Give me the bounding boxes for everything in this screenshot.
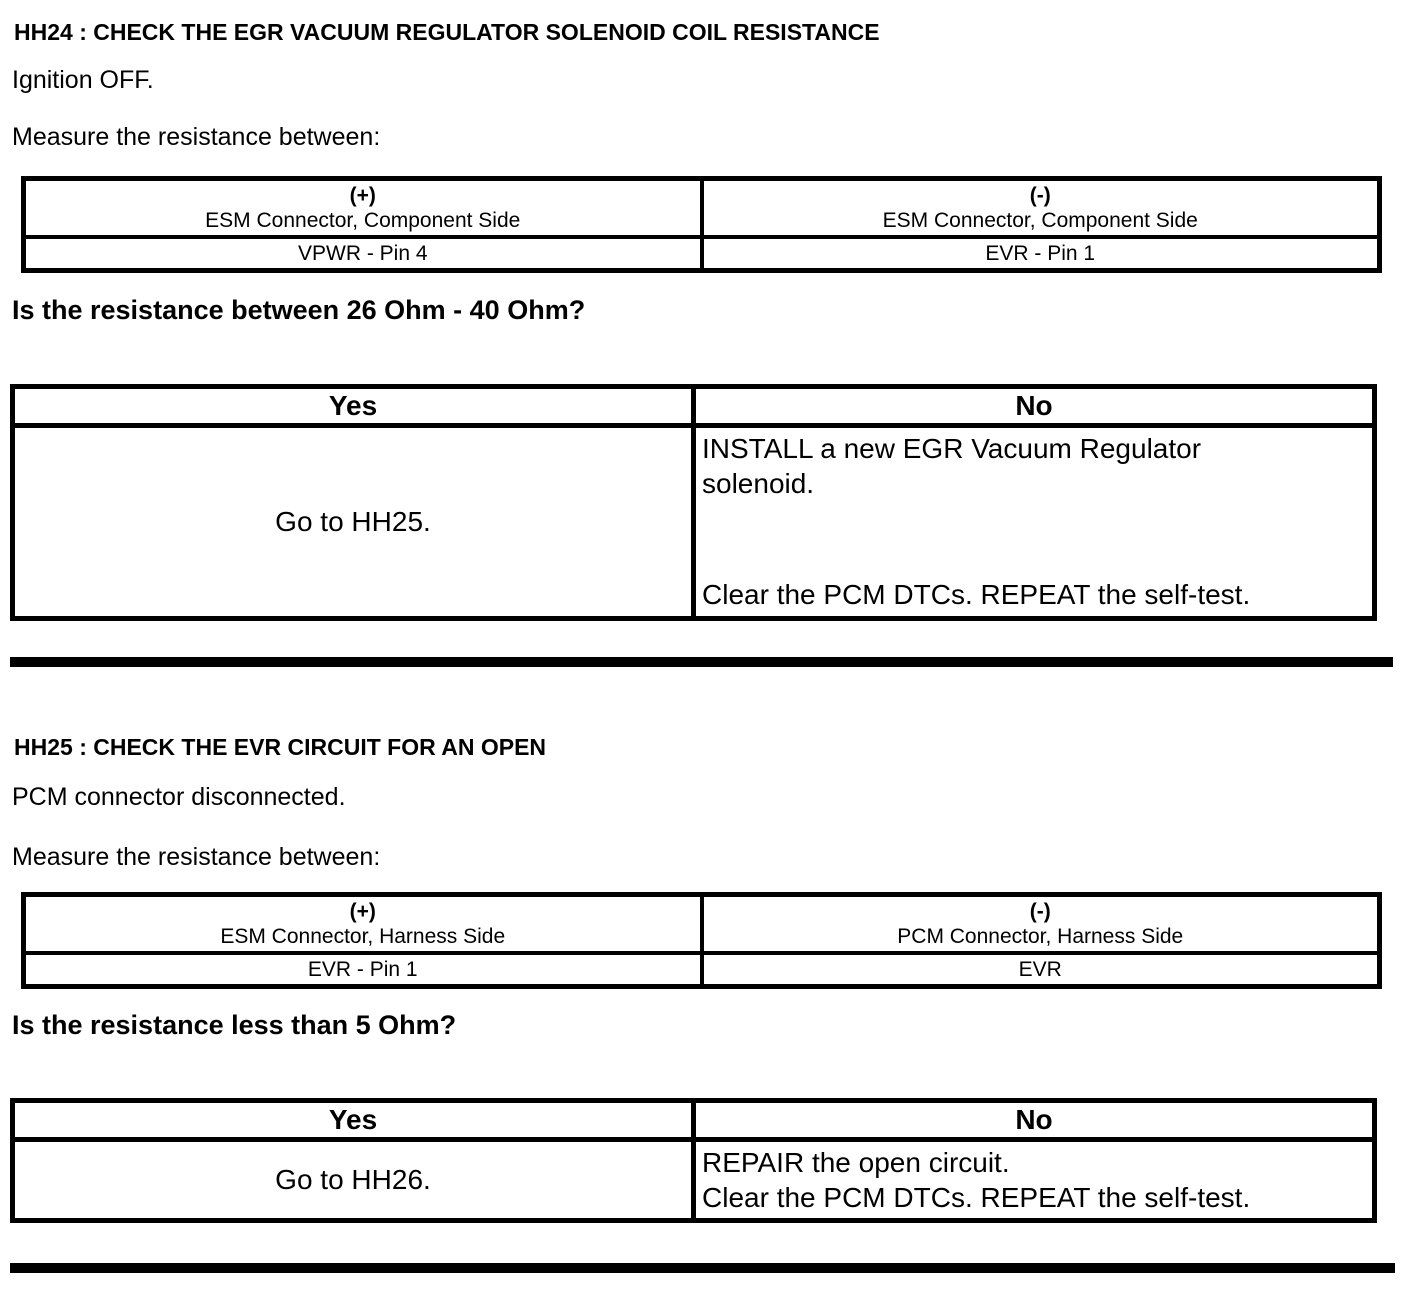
positive-point-cell: EVR - Pin 1 — [24, 953, 702, 987]
no-action-cell — [694, 1140, 1375, 1221]
decision-table — [10, 384, 1377, 621]
measurement-table — [21, 176, 1382, 273]
table-row — [24, 953, 1380, 987]
no-action-primary: REPAIR the open circuit. — [702, 1147, 1010, 1178]
page-bottom-rule — [10, 1263, 1395, 1273]
positive-connector-label: ESM Connector, Component Side — [205, 209, 521, 232]
measure-instruction-text: Measure the resistance between: — [12, 123, 381, 151]
step-title: HH24 : CHECK THE EGR VACUUM REGULATOR SOLENOID COIL RESISTANCE — [14, 19, 880, 45]
precondition-text: PCM connector disconnected. — [12, 783, 346, 811]
positive-terminal-cell — [24, 179, 702, 238]
negative-connector-label: ESM Connector, Component Side — [882, 209, 1198, 232]
step-section-hh25 — [10, 667, 1382, 1223]
measure-instruction-text: Measure the resistance between: — [12, 843, 381, 871]
yes-action-cell: Go to HH26. — [13, 1140, 694, 1221]
table-row — [24, 237, 1380, 271]
measurement-table — [21, 892, 1382, 989]
step-title: HH25 : CHECK THE EVR CIRCUIT FOR AN OPEN — [14, 734, 547, 760]
table-row — [13, 1140, 1375, 1221]
precondition-text: Ignition OFF. — [12, 66, 154, 94]
table-row — [13, 387, 1375, 426]
negative-polarity-label: (-) — [1029, 900, 1051, 923]
no-action-primary: INSTALL a new EGR Vacuum Regulator solenoid. — [702, 433, 1202, 499]
yes-header: Yes — [13, 1101, 694, 1140]
decision-table — [10, 1098, 1377, 1223]
no-action-secondary: Clear the PCM DTCs. REPEAT the self-test. — [702, 1182, 1251, 1213]
negative-terminal-cell — [702, 179, 1380, 238]
positive-polarity-label: (+) — [349, 184, 376, 207]
table-row — [13, 1101, 1375, 1140]
negative-point-cell: EVR - Pin 1 — [702, 237, 1380, 271]
table-row — [13, 426, 1375, 619]
table-row — [24, 895, 1380, 954]
negative-connector-label: PCM Connector, Harness Side — [897, 925, 1184, 948]
positive-terminal-cell — [24, 895, 702, 954]
negative-point-cell: EVR — [702, 953, 1380, 987]
question-text: Is the resistance between 26 Ohm - 40 Ohm? — [12, 295, 586, 325]
table-row — [24, 179, 1380, 238]
positive-point-cell: VPWR - Pin 4 — [24, 237, 702, 271]
positive-polarity-label: (+) — [349, 900, 376, 923]
negative-terminal-cell — [702, 895, 1380, 954]
no-action-cell — [694, 426, 1375, 619]
positive-connector-label: ESM Connector, Harness Side — [220, 925, 506, 948]
yes-header: Yes — [13, 387, 694, 426]
no-header: No — [694, 1101, 1375, 1140]
question-text: Is the resistance less than 5 Ohm? — [12, 1010, 457, 1040]
section-divider — [10, 657, 1393, 667]
yes-action-cell: Go to HH25. — [13, 426, 694, 619]
no-action-secondary: Clear the PCM DTCs. REPEAT the self-test. — [702, 579, 1251, 610]
negative-polarity-label: (-) — [1029, 184, 1051, 207]
step-section-hh24 — [10, 18, 1382, 621]
no-header: No — [694, 387, 1375, 426]
